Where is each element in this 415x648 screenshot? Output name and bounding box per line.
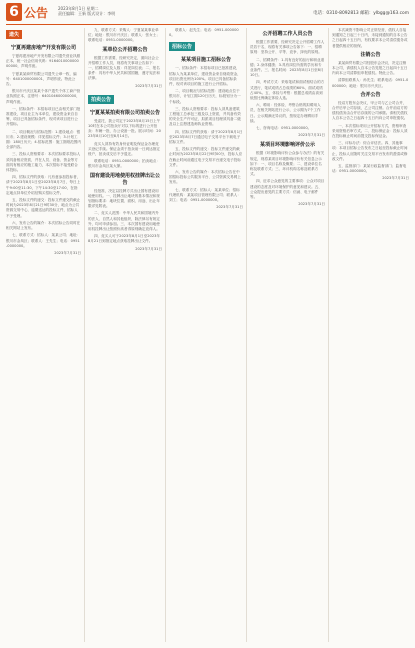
notice-title: 公开招聘工作人员公告 — [262, 31, 313, 37]
notice-title: 某某项目施工招标公告 — [180, 57, 231, 64]
column-divider — [246, 28, 247, 642]
notice-paragraph: 一、本次招标采用公开招标方式，资格审查采用资格后审方式。二、投标保证金：投标人须在投标截止时间前提交投标保证金。 — [332, 123, 408, 139]
notice-paragraph: 二、招聘条件：1.具有良好的品行和职业道德；2.身体健康；3.具有岗位所需的学历和专业条件。三、报名时间：2023年8月1日至8月10日。 — [250, 57, 325, 78]
notice-title: 国有建设用地使用权挂牌出让公告 — [89, 172, 160, 186]
column-divider — [328, 28, 329, 642]
notice-date: 2023年7月31日 — [216, 205, 243, 210]
column-divider — [165, 28, 166, 642]
notice-paragraph: 四、竞买人可于2023年8月1日至2023年8月21日到指定地点获取挂牌出让文件。 — [88, 234, 160, 244]
notice-paragraph: 七、咨询电话：0951-0000000。 — [256, 126, 312, 131]
notice-paragraph: 五、投标文件的递交：投标文件递交的截止时间为2023年8月22日9时00分，投标人应在截止时间前通过电子交易平台递交电子投标文件。 — [169, 147, 243, 167]
notice-paragraph: 二、项目概况与招标范围：建设地点位于银川市，计划工期120日历天，标段划分为一个标段。 — [169, 89, 241, 104]
page-header — [6, 3, 409, 23]
notice-paragraph: 二、项目概况与招标范围：1.建设地点：银川市；2.建设规模：详见招标文件；3.计划工期：180日历天；4.招标范围：施工图纸范围内全部内容。 — [6, 129, 81, 150]
notice-paragraph: 根据《环境影响评价公众参与办法》的有关规定，现将某项目环境影响评价有关信息公示如下：一、项目名称及概要；二、建设单位名称及联系方式；三、环评机构名称及联系方式。 — [250, 151, 325, 177]
notice-date: 2023年7月31日 — [298, 133, 325, 138]
issue-meta — [58, 6, 115, 16]
notice-paragraph: 一、招标条件：本招标项目已批准建设，招标人为某某单位，建设资金来自财政资金，项目出资比例为100%。项目已具备招标条件，现对该项目的施工进行公开招标。 — [169, 66, 241, 87]
notice-paragraph: 四、招标文件的获取：凡有意参加投标者，请于2023年8月1日至2023年8月7日，每日上午9:00至11:30，下午14:30至17:00，在指定地点持单位介绍信购买招标文件。 — [6, 175, 81, 195]
notice-date: 2023年7月31日 — [298, 202, 325, 207]
notice-paragraph: 某某商贸有限公司经股东会决议，决定注销本公司，请债权人自本公告见报之日起四十五日内向本公司清算组申报债权。特此公告。 — [332, 60, 408, 76]
notice-date: 2023年7月31日 — [54, 250, 81, 255]
notice-paragraph: 五、监督部门：某某行政监督部门；监督电话：0951-0000000。 — [332, 164, 407, 174]
notice-paragraph: 六、聘用：经体检、考察合格的拟聘用人员，在相关网站进行公示，公示期为7个工作日。公示期满无异议的，按规定办理聘用手续。 — [250, 103, 321, 123]
notice-paragraph: 银川市兴庆区某某个体户遗失个体工商户营业执照正本，注册号：640104600000000，声明作废。 — [6, 89, 81, 104]
notice-paragraph: 四、招标文件的获取：请于2023年8月1日至2023年8月7日通过电子交易平台下载电子招标文件。 — [169, 129, 243, 145]
notice-date: 2023年7月31日 — [135, 83, 162, 88]
column-4 — [250, 28, 325, 642]
notice-paragraph: 宁夏某某商贸有限公司遗失公章一枚，编号：6401000000001，声明作废。特此公告。 — [6, 71, 77, 87]
notice-date: 2023年7月31日 — [135, 246, 162, 251]
section-banner: 招标公告 — [169, 42, 195, 51]
notice-paragraph: 四、征求公众意见的主要事项：公众对项目建设的态度及对环境保护的意见和建议。五、公众提出意见的主要方式：信函、电子邮件等。 — [250, 179, 325, 200]
notice-paragraph: 七、联系方式：招标人：某某单位；招标代理机构：某某项目管理有限公司；联系人：刘工；电话：0951-0000000。 — [169, 187, 241, 203]
notice-paragraph: 三、投标人资格要求：本次招标要求投标人须具备相应资质，并在人员、设备、资金等方面具有相应的施工能力，本次招标不接受联合体投标。 — [6, 152, 81, 173]
column-2 — [88, 28, 162, 642]
column-3 — [169, 28, 243, 642]
notice-paragraph: 二、竞买人范围：中华人民共和国境内外的法人、自然人和其他组织，除法律另有规定外，均可申请参加。三、本次国有建设用地使用权挂牌出让按照价高者得原则确定竞得人。 — [88, 211, 160, 232]
notice-paragraph: 根据工作需要，经研究决定，面向社会公开招聘工作人员，现将有关事项公告如下：一、招聘岗位及人数：详见岗位表；二、报名条件：具有中华人民共和国国籍，遵守宪法和法律。 — [88, 55, 160, 81]
notice-paragraph: 五、投标文件的递交：投标文件递交的截止时间为2023年8月21日9时30分，地点为公共资源交易中心，逾期送达的投标文件，招标人不予受理。 — [6, 198, 81, 218]
notice-paragraph: 清算组联系人：孙先生；联系电话：0951-0000000；地址：银川市兴庆区。 — [332, 78, 409, 88]
notice-paragraph: 经批准，决定以挂牌方式出让国有建设用地使用权。一、挂牌出让地块的基本情况和规划指标要求：地块位置、面积、用途、出让年限详见附表。 — [88, 188, 160, 209]
column-1 — [6, 28, 81, 642]
notice-paragraph: 六、发布公告的媒介：本次招标公告在中国招标投标公共服务平台、公共资源交易网上发布。 — [169, 170, 241, 185]
notice-paragraph: 联系电话：0951-0000000；拍卖地点：银川市金凤区某大厦。 — [88, 159, 160, 169]
issue-date: 2023年8月1日 星期二 — [58, 6, 99, 11]
notice-paragraph: 六、发布公告的媒介：本次招标公告同时在相关网站上发布。 — [6, 220, 81, 231]
notice-paragraph: 三、投标人资格要求：投标人须具备建筑工程施工总承包三级及以上资质，并具备有效的安全生产许可证，拟派项目经理须具备二级及以上注册建造师执业资格。 — [169, 106, 241, 127]
section-banner: 遗失 — [6, 30, 22, 39]
notice-paragraph: 受委托，我公司定于2023年8月15日上午10时在本公司拍卖厅对以下标的进行公开拍卖：车辆一批、办公设备一批。展示时间：2023年8月10日至8月14日。 — [88, 118, 161, 139]
section-title: 公告 — [24, 6, 49, 20]
notice-title: 某项目环境影响评价公示 — [259, 142, 315, 149]
notice-title: 宁夏某某拍卖有限公司拍卖公告 — [89, 109, 160, 116]
header-rule — [6, 24, 409, 25]
notice-title: 某单位公开招聘公告 — [102, 46, 148, 53]
notice-paragraph: 四、考试方式：采取笔试和面试相结合的方式进行，笔试成绩占总成绩的60%，面试成绩占40%。五、体检与考察：根据总成绩由高到低按比例确定体检人选。 — [250, 80, 325, 101]
notice-paragraph: 三、评标办法：综合评估法。四、其他事项：本项目招标公告发布之日起至投标截止时间止，投标人应随时关注交易平台发布的澄清或修改文件。 — [332, 141, 408, 161]
section-banner: 拍卖公告 — [88, 95, 114, 104]
notice-paragraph: 联系人：赵先生；电话：0951-0000000。 — [169, 28, 239, 38]
notice-title: 合并公告 — [360, 91, 381, 98]
notice-paragraph: 经双方股东会决议，甲公司与乙公司合并，合并后甲公司存续，乙公司注销。合并前双方的债权债务由合并后存续的公司承继。请相关债权人自本公告之日起四十五日内向公司申报债权。 — [332, 100, 408, 121]
column-divider — [84, 28, 85, 642]
notice-paragraph: 根据工作需要，经研究决定公开招聘工作人员若干名，现将有关事项公告如下：一、招聘原则：坚持公开、平等、竞争、择优的原则。 — [250, 40, 325, 55]
issue-editors: 责任编辑：王新 版式设计：李明 — [58, 11, 116, 16]
notice-paragraph: 七、联系方式：招标人：某某公司；地址：银川市金凤区；联系人：王先生；电话：0951-0000000。 — [6, 233, 81, 248]
notice-title: 宁夏再建房地产开发有限公司 — [10, 45, 76, 51]
column-5 — [332, 28, 409, 642]
notice-paragraph: 一、招标条件：本招标项目已由相关部门批准建设，项目业主为本单位，建设资金来自自筹，项目已具备招标条件，现对该项目进行公开招标。 — [6, 106, 81, 127]
contact-line: 电话：0310-8092813 邮箱：ylbgg@163.com — [313, 11, 409, 16]
notice-paragraph: 本次减资不影响公司正常经营，债权人自接到通知之日起三十日内，未接到通知的自本公告之日起四十五日内，有权要求本公司清偿债务或者提供相应的担保。 — [332, 28, 408, 48]
notice-paragraph: 竞买人须持有效身份证明及保证金办理竞买登记手续。保证金须于拍卖前一日到达指定账户，拍卖成交后不予退还。 — [88, 141, 160, 157]
notice-date: 2023年7月31日 — [382, 176, 409, 181]
notice-paragraph: 宁夏再建房地产开发有限公司遗失营业执照正本，统一社会信用代码：916401000000000000，声明作废。 — [6, 54, 81, 69]
notice-paragraph: 九、联系方式：采购人：宁夏某某事业单位；地址：银川市兴庆区；联系人：张女士；联系电话：0951-0000000。 — [88, 28, 160, 43]
notice-title: 注销公告 — [360, 51, 381, 58]
page-number-badge: 6 — [6, 3, 22, 21]
